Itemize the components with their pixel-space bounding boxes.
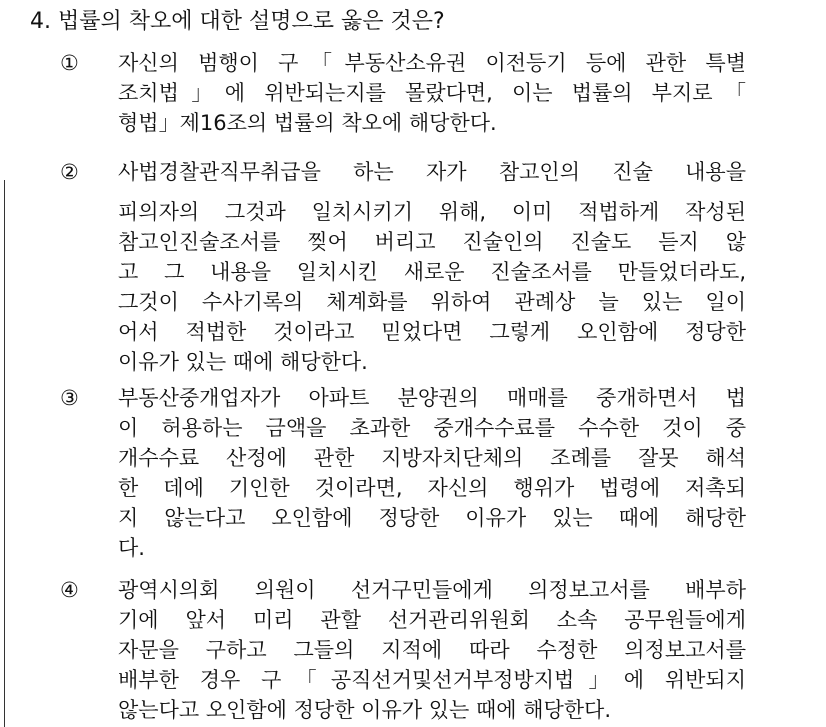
option-number: ②	[60, 160, 79, 184]
margin-rule	[4, 180, 5, 727]
answer-option-1[interactable]	[60, 48, 750, 138]
option-number: ①	[60, 51, 79, 75]
option-text-line: 않는다고 오인함에 정당한 이유가 있는 때에 해당한다.	[118, 698, 612, 722]
option-text-line: 광역시의회 의원이 선거구민들에게 의정보고서를 배부하	[118, 578, 746, 602]
option-text-line: 형법」제16조의 법률의 착오에 해당한다.	[118, 111, 497, 135]
option-text-line: 다.	[118, 536, 145, 560]
option-text-line: 피의자의 그것과 일치시키기 위해, 이미 적법하게 작성된	[118, 200, 746, 224]
answer-option-2[interactable]	[60, 157, 750, 377]
option-text-line: 한 데에 기인한 것이라면, 자신의 행위가 법령에 저촉되	[118, 476, 746, 500]
option-number: ③	[60, 386, 79, 410]
option-text-line: 조치법」에 위반되는지를 몰랐다면, 이는 법률의 부지로「	[118, 81, 746, 105]
option-text-line: 기에 앞서 미리 관할 선거관리위원회 소속 공무원들에게	[118, 608, 746, 632]
option-text-line: 자문을 구하고 그들의 지적에 따라 수정한 의정보고서를	[118, 638, 746, 662]
answer-option-3[interactable]	[60, 383, 750, 563]
option-text-line: 개수수료 산정에 관한 지방자치단체의 조례를 잘못 해석	[118, 446, 746, 470]
option-text-line: 참고인진술조서를 찢어 버리고 진술인의 진술도 듣지 않	[118, 230, 746, 254]
option-text-line: 지 않는다고 오인함에 정당한 이유가 있는 때에 해당한	[118, 506, 746, 530]
answer-option-4[interactable]	[60, 575, 750, 725]
question-title: 4. 법률의 착오에 대한 설명으로 옳은 것은?	[30, 9, 445, 34]
option-text-line	[118, 187, 746, 197]
option-text-line: 이유가 있는 때에 해당한다.	[118, 350, 368, 374]
option-text-line: 이 허용하는 금액을 초과한 중개수수료를 수수한 것이 중	[118, 416, 746, 440]
option-text-line: 어서 적법한 것이라고 믿었다면 그렇게 오인함에 정당한	[118, 320, 746, 344]
option-text-line: 자신의 범행이 구「부동산소유권 이전등기 등에 관한 특별	[118, 51, 746, 75]
option-text-line: 그것이 수사기록의 체계화를 위하여 관례상 늘 있는 일이	[118, 290, 746, 314]
option-text-line: 배부한 경우 구「공직선거및선거부정방지법」에 위반되지	[118, 668, 746, 692]
option-text-line: 부동산중개업자가 아파트 분양권의 매매를 중개하면서 법	[118, 386, 746, 410]
option-text-line: 사법경찰관직무취급을 하는 자가 참고인의 진술 내용을	[118, 160, 746, 184]
option-text-line: 고 그 내용을 일치시킨 새로운 진술조서를 만들었더라도,	[118, 260, 746, 284]
option-number: ④	[60, 578, 79, 602]
